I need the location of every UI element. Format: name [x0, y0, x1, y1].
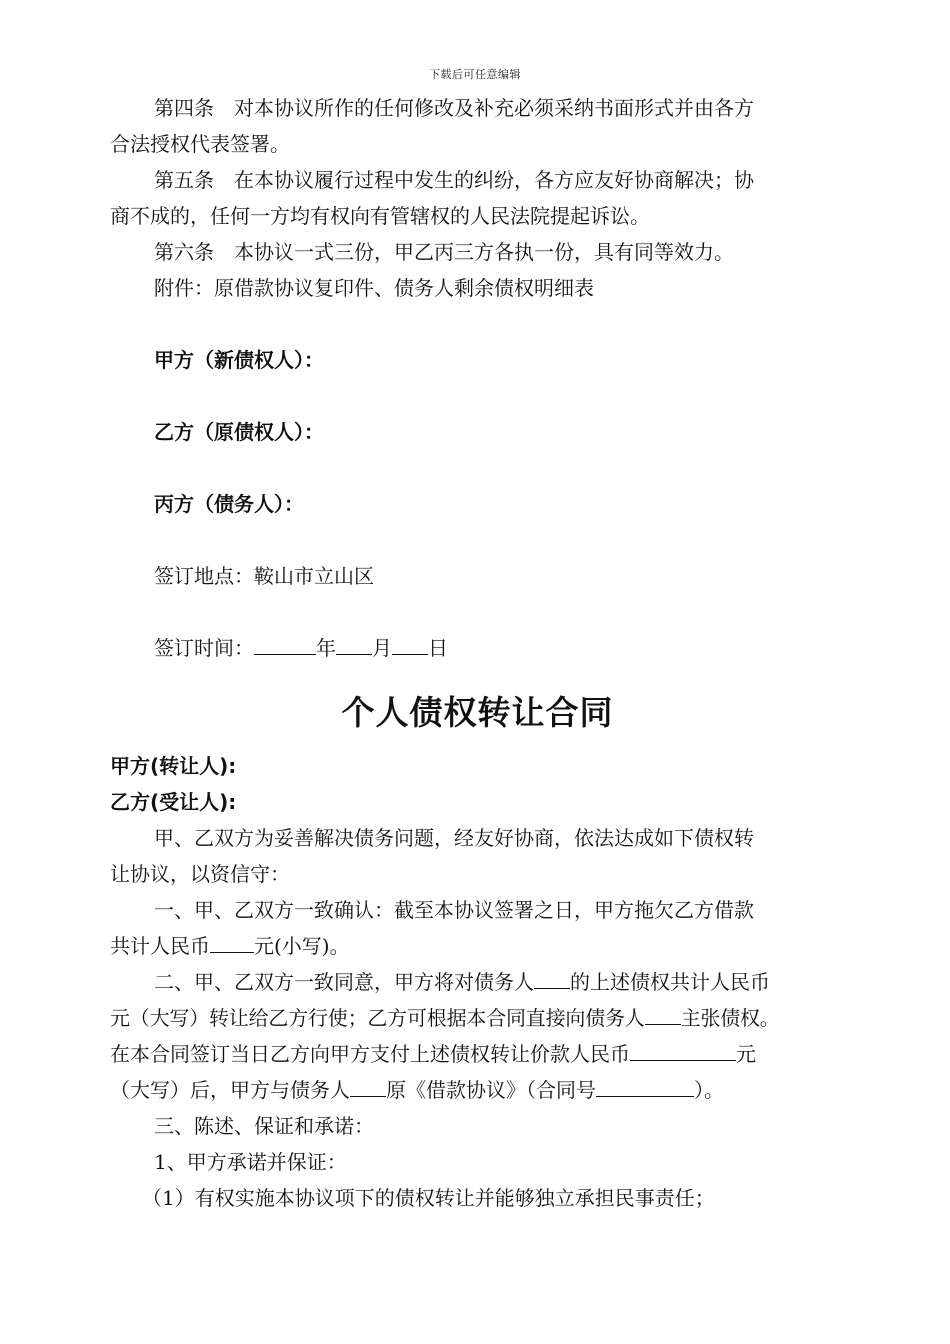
signing-time — [110, 630, 845, 666]
clause-3-1-1: （1）有权实施本协议项下的债权转让并能够独立承担民事责任； — [142, 1186, 715, 1210]
day-blank — [392, 636, 428, 655]
clause-2-text-i: ）。 — [694, 1078, 724, 1102]
page-header-note: 下载后可任意编辑 — [429, 68, 521, 81]
debtor-blank-2 — [645, 1006, 681, 1025]
contract-title: 个人债权转让合同 — [341, 693, 614, 732]
year-blank — [254, 636, 316, 655]
article-4-line-2: 合法授权代表签署。 — [110, 132, 290, 156]
year-label: 年 — [316, 636, 336, 660]
contract-party-b: 乙方(受让人): — [110, 790, 237, 814]
clause-1-text-b: 元(小写)。 — [254, 934, 350, 958]
clause-2-text-f: 元 — [736, 1042, 756, 1066]
article-5-line-2: 商不成的，任何一方均有权向有管辖权的人民法院提起诉讼。 — [110, 204, 650, 228]
contract-intro-line-2: 让协议，以资信守： — [110, 862, 290, 886]
signature-party-a: 甲方（新债权人）： — [154, 348, 324, 372]
clause-2-text-a: 二、甲、乙双方一致同意，甲方将对债务人 — [154, 970, 534, 994]
day-label: 日 — [428, 636, 448, 660]
article-4-line-1: 第四条 对本协议所作的任何修改及补充必须采纳书面形式并由各方 — [154, 96, 754, 120]
month-blank — [336, 636, 372, 655]
clause-3-heading: 三、陈述、保证和承诺： — [154, 1114, 374, 1138]
amount-blank — [210, 934, 254, 953]
document-page — [110, 90, 845, 1216]
clause-2-text-e: 在本合同签订当日乙方向甲方支付上述债权转让价款人民币 — [110, 1042, 630, 1066]
signature-party-b: 乙方（原债权人）： — [154, 420, 324, 444]
clause-3-1: 1、甲方承诺并保证： — [154, 1150, 347, 1174]
clause-2-text-d: 主张债权。 — [680, 1006, 780, 1030]
clause-2-line-3 — [110, 1036, 845, 1072]
attachment-line: 附件：原借款协议复印件、债务人剩余债权明细表 — [154, 276, 594, 300]
article-6: 第六条 本协议一式三份，甲乙丙三方各执一份，具有同等效力。 — [154, 240, 734, 264]
article-5-line-1: 第五条 在本协议履行过程中发生的纠纷，各方应友好协商解决；协 — [154, 168, 754, 192]
clause-2-text-c: 元（大写）转让给乙方行使；乙方可根据本合同直接向债务人 — [110, 1006, 645, 1030]
signing-time-label: 签订时间： — [154, 636, 254, 660]
signing-place: 签订地点：鞍山市立山区 — [154, 564, 374, 588]
signature-party-c: 丙方（债务人）： — [154, 492, 304, 516]
clause-2-text-g: （大写）后，甲方与债务人 — [110, 1078, 350, 1102]
contract-party-a: 甲方(转让人): — [110, 754, 237, 778]
clause-2-text-h: 原《借款协议》（合同号 — [386, 1078, 596, 1102]
clause-1-text-a: 共计人民币 — [110, 934, 210, 958]
month-label: 月 — [372, 636, 392, 660]
clause-2-line-2 — [110, 1000, 845, 1036]
debtor-blank-1 — [534, 970, 570, 989]
clause-2-text-b: 的上述债权共计人民币 — [570, 970, 770, 994]
contract-number-blank — [596, 1078, 694, 1097]
clause-2-line-1 — [110, 964, 845, 1000]
contract-intro-line-1: 甲、乙双方为妥善解决债务问题，经友好协商，依法达成如下债权转 — [154, 826, 754, 850]
clause-1-line-2 — [110, 928, 845, 964]
price-blank — [630, 1042, 736, 1061]
debtor-blank-3 — [350, 1078, 386, 1097]
clause-2-line-4 — [110, 1072, 845, 1108]
clause-1-line-1: 一、甲、乙双方一致确认：截至本协议签署之日，甲方拖欠乙方借款 — [154, 898, 754, 922]
